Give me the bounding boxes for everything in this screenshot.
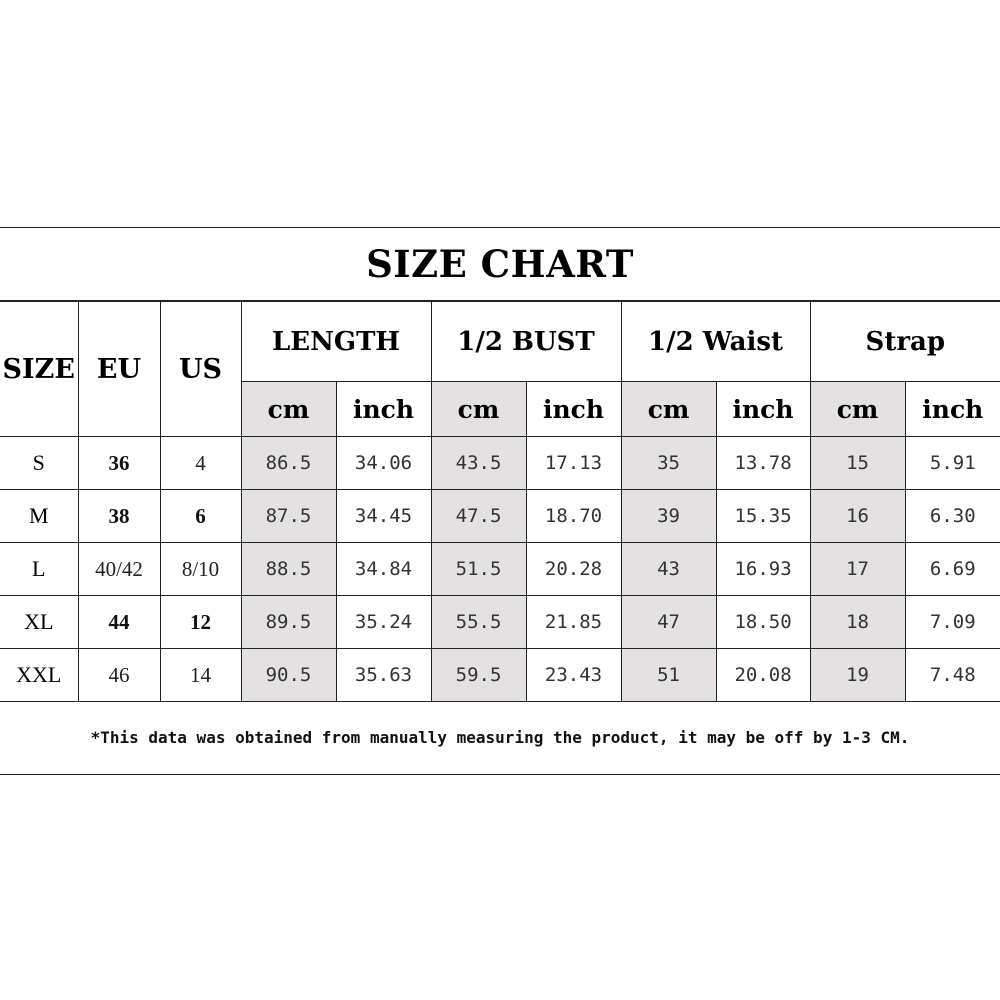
bust-inch: 20.28 [526,543,621,596]
bust-cm: 43.5 [431,437,526,490]
row-eu: 36 [78,437,160,490]
bust-cm: 55.5 [431,596,526,649]
row-eu: 44 [78,596,160,649]
header-eu: EU [78,302,160,437]
row-size: L [0,543,78,596]
row-us: 14 [160,649,241,702]
table-row [0,649,1000,702]
waist-cm: 35 [621,437,716,490]
unit-waist-cm: cm [621,382,716,437]
bust-inch: 23.43 [526,649,621,702]
waist-cm: 51 [621,649,716,702]
length-cm: 87.5 [241,490,336,543]
strap-cm: 16 [810,490,905,543]
strap-cm: 15 [810,437,905,490]
header-us: US [160,302,241,437]
unit-bust-cm: cm [431,382,526,437]
header-strap: Strap [810,302,1000,382]
unit-strap-cm: cm [810,382,905,437]
bust-inch: 18.70 [526,490,621,543]
length-inch: 35.24 [336,596,431,649]
table-row [0,437,1000,490]
chart-title: SIZE CHART [0,228,1000,301]
strap-inch: 6.30 [905,490,1000,543]
length-cm: 88.5 [241,543,336,596]
row-us: 12 [160,596,241,649]
waist-cm: 47 [621,596,716,649]
unit-length-cm: cm [241,382,336,437]
header-size: SIZE [0,302,78,437]
strap-cm: 19 [810,649,905,702]
waist-inch: 16.93 [716,543,810,596]
waist-cm: 39 [621,490,716,543]
length-cm: 86.5 [241,437,336,490]
waist-cm: 43 [621,543,716,596]
strap-inch: 7.09 [905,596,1000,649]
row-eu: 38 [78,490,160,543]
bust-cm: 47.5 [431,490,526,543]
waist-inch: 18.50 [716,596,810,649]
length-inch: 35.63 [336,649,431,702]
header-waist: 1/2 Waist [621,302,810,382]
length-inch: 34.45 [336,490,431,543]
row-size: S [0,437,78,490]
bust-inch: 21.85 [526,596,621,649]
row-size: XL [0,596,78,649]
row-eu: 40/42 [78,543,160,596]
header-bust: 1/2 BUST [431,302,621,382]
waist-inch: 15.35 [716,490,810,543]
row-us: 8/10 [160,543,241,596]
bust-cm: 59.5 [431,649,526,702]
length-inch: 34.84 [336,543,431,596]
strap-inch: 5.91 [905,437,1000,490]
size-chart [0,227,1000,775]
strap-inch: 6.69 [905,543,1000,596]
unit-waist-inch: inch [716,382,810,437]
header-row-groups [0,302,1000,382]
length-cm: 90.5 [241,649,336,702]
waist-inch: 13.78 [716,437,810,490]
measurement-note: *This data was obtained from manually measuring the product, it may be off by 1-3 CM. [90,727,910,747]
unit-bust-inch: inch [526,382,621,437]
strap-cm: 18 [810,596,905,649]
unit-length-inch: inch [336,382,431,437]
row-us: 4 [160,437,241,490]
row-size: M [0,490,78,543]
bust-cm: 51.5 [431,543,526,596]
unit-strap-inch: inch [905,382,1000,437]
table-row [0,490,1000,543]
row-eu: 46 [78,649,160,702]
row-size: XXL [0,649,78,702]
waist-inch: 20.08 [716,649,810,702]
size-table [0,301,1000,702]
strap-cm: 17 [810,543,905,596]
table-row [0,596,1000,649]
table-row [0,543,1000,596]
header-length: LENGTH [241,302,431,382]
length-inch: 34.06 [336,437,431,490]
strap-inch: 7.48 [905,649,1000,702]
length-cm: 89.5 [241,596,336,649]
bust-inch: 17.13 [526,437,621,490]
row-us: 6 [160,490,241,543]
